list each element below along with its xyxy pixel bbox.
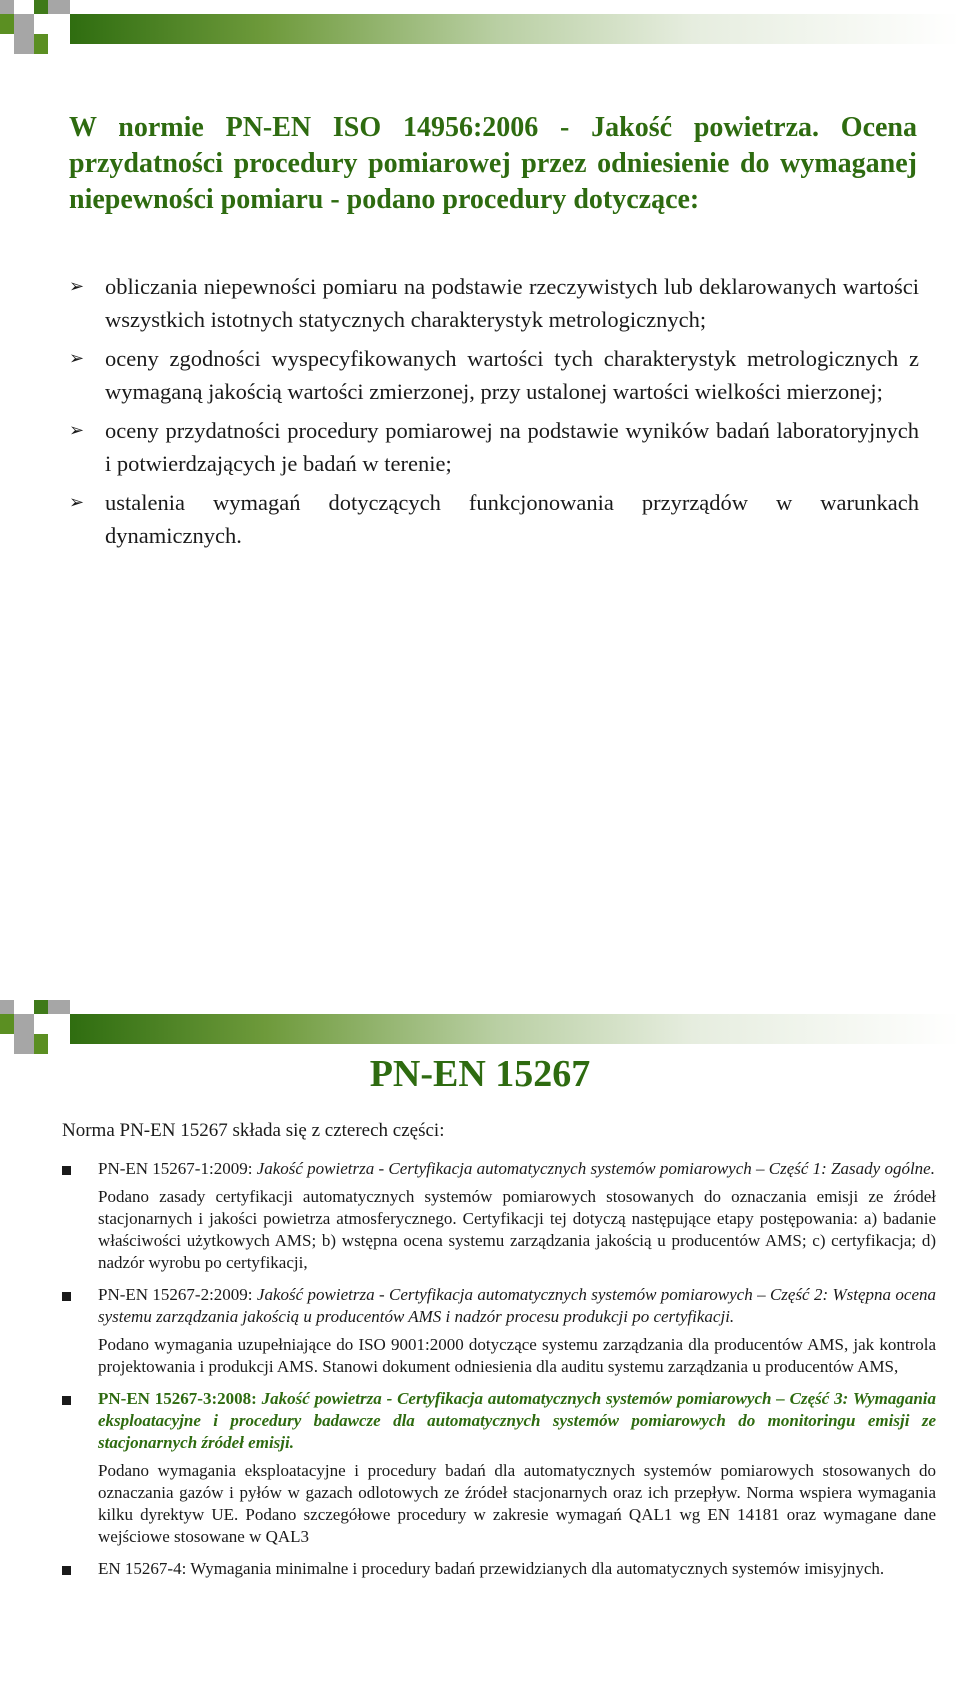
list-item: ➢ oceny zgodności wyspecyfikowanych wartości tych charakterystyk metrologicznych z wymaganą jakością wartości zmierzonej, przy ustalonej wartości wielkości mierzonej; [69,342,919,408]
slide-title: W normie PN-EN ISO 14956:2006 - Jakość powietrza. Ocena przydatności procedury pomiarowej przez odniesienie do wymaganej niepewności pomiaru - podano procedury dotyczące: [69,112,917,215]
square-bullet-icon [62,1292,71,1301]
standard-text: EN 15267-4: Wymagania minimalne i procedury badań przewidzianych dla automatycznych systemów imisyjnych. [98,1559,885,1578]
list-item [62,1284,936,1378]
list-item [62,1388,936,1548]
arrow-bullet-icon: ➢ [69,492,85,512]
standard-name: Jakość powietrza - Certyfikacja automatycznych systemów pomiarowych – Część 1: Zasady ogólne. [256,1159,935,1178]
standards-list [62,1158,936,1590]
standard-description: Podano zasady certyfikacji automatycznych systemów pomiarowych stosowanych do oznaczania emisji ze źródeł stacjonarnych i jakości powietrza atmosferycznego. Certyfikacji tej dotyczą następujące etapy postępowania: a) badanie właściwości użytkowych AMS; b) wstępna ocena systemu zarządzania jakością u producentów AMS; c) certyfikacja; d) nadzór wyrobu po certyfikacji, [98,1187,936,1272]
slide-title: PN-EN 15267 [369,1053,591,1095]
standard-description: Podano wymagania uzupełniające do ISO 9001:2000 dotyczące systemu zarządzania dla producentów AMS, jak kontrola projektowania i produkcji AMS. Stanowi dokument odniesienia dla auditu systemu zarządzania u producentów AMS, [98,1335,936,1376]
standard-code: PN-EN 15267-3:2008: [98,1389,257,1408]
arrow-bullet-icon: ➢ [69,276,85,296]
square-bullet-icon [62,1566,71,1575]
standard-code: PN-EN 15267-2:2009: [98,1285,253,1304]
list-item: ➢ obliczania niepewności pomiaru na podstawie rzeczywistych lub deklarowanych wartości wszystkich istotnych statycznych charakterystyk metrologicznych; [69,270,919,336]
standard-name: Jakość powietrza - Certyfikacja automatycznych systemów pomiarowych – Część 2: Wstępna ocena systemu zarządzania jakością u producentów AMS i nadzór procesu produkcji po certyfikacji. [98,1285,936,1326]
arrow-bullet-icon: ➢ [69,420,85,440]
list-item: ➢ oceny przydatności procedury pomiarowej na podstawie wyników badań laboratoryjnych i potwierdzających je badań w terenie; [69,414,919,480]
header-decoration [0,0,960,70]
list-item: ➢ ustalenia wymagań dotyczących funkcjonowania przyrządów w warunkach dynamicznych. [69,486,919,552]
square-bullet-icon [62,1166,71,1175]
standard-description: Podano wymagania eksploatacyjne i procedury badań dla automatycznych systemów pomiarowych stosowanych do oznaczania gazów i pyłów w gazach odlotowych ze źródeł stacjonarnych oraz ich przepływ. Norma wspiera wymagania kilku dyrektyw UE. Podano szczegółowe procedury w zakresie wymagań QAL1 wg EN 14181 oraz wymagane dane wejściowe stosowane w QAL3 [98,1461,936,1546]
slide-2 [0,1000,960,1686]
list-item [62,1158,936,1274]
arrow-bullet-icon: ➢ [69,348,85,368]
intro-text: Norma PN-EN 15267 składa się z czterech części: [62,1120,445,1141]
square-bullet-icon [62,1396,71,1405]
list-item [62,1558,936,1580]
bullet-list [69,270,919,558]
standard-name: Jakość powietrza - Certyfikacja automatycznych systemów pomiarowych – Część 3: Wymagania eksploatacyjne i procedury badawcze dla automatycznych systemów pomiarowych do monitoringu emisji ze stacjonarnych źródeł emisji. [98,1389,936,1452]
standard-code: PN-EN 15267-1:2009: [98,1159,253,1178]
